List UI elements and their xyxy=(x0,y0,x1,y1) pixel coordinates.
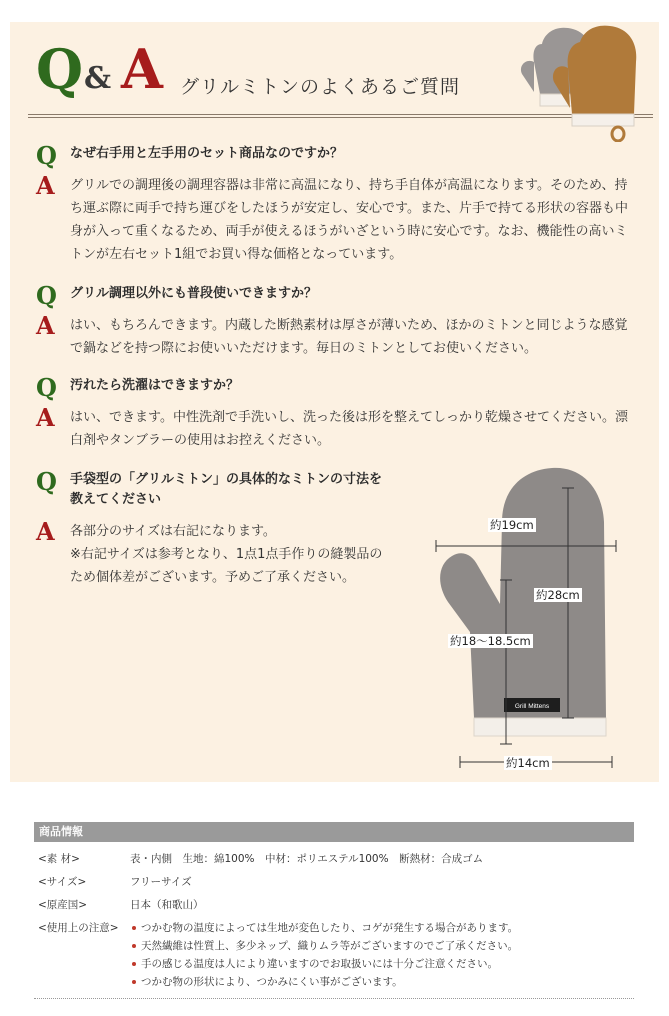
header-a-letter: A xyxy=(121,37,163,101)
answer-mark: A xyxy=(36,171,55,200)
answer-mark: A xyxy=(36,517,55,546)
header-q-letter: Q xyxy=(36,37,84,101)
caution-list xyxy=(130,920,634,990)
info-label: <原産国> xyxy=(38,899,88,911)
answer-text: 各部分のサイズは右記になります。 ※右記サイズは参考となり、1点1点手作りの縫製品のため個体差がございます。予めご了承ください。 xyxy=(70,524,383,585)
product-info-section xyxy=(34,822,634,999)
question-text: グリル調理以外にも普段使いできますか？ xyxy=(70,286,318,301)
answer-mark: A xyxy=(36,311,55,340)
faq-item-3 xyxy=(36,373,636,452)
question-mark: Q xyxy=(36,141,57,170)
faq-item-1 xyxy=(36,141,636,266)
info-divider xyxy=(34,998,634,999)
faq-item-4 xyxy=(36,467,388,589)
answer-text: グリルでの調理後の調理容器は非常に高温になり、持ち手自体が高温になります。そのため、持ち運ぶ際に両手で持ち運びをしたほうが安定し、安心です。また、片手で持てる形状の容器も中身が入って重くなるため、両手が使えるほうがいざという時に安心です。なお、機能性の高いミトンが左右セット1組でお買い得な価格となっています。 xyxy=(70,178,628,262)
info-row-material xyxy=(34,851,634,867)
caution-item: つかむ物の温度によっては生地が変色したり、コゲが発生する場合があります。 xyxy=(130,920,634,936)
faq-item-2 xyxy=(36,281,636,360)
info-label: <サイズ> xyxy=(38,876,87,888)
info-label: <素 材> xyxy=(38,853,80,865)
dimension-palm: 約18〜18.5cm xyxy=(450,634,531,648)
dimension-width-top: 約19cm xyxy=(490,518,534,532)
info-row-size xyxy=(34,874,634,890)
mitten-photo xyxy=(430,462,640,752)
question-mark: Q xyxy=(36,373,57,402)
question-mark: Q xyxy=(36,281,57,310)
header-ampersand: & xyxy=(84,61,112,96)
info-value: 表・内側 生地：綿100% 中材：ポリエステル100% 断熱材：合成ゴム xyxy=(130,853,484,865)
answer-text: はい、もちろんできます。内蔵した断熱素材は厚さが薄いため、ほかのミトンと同じような感覚で鍋などを持つ際にお使いいただけます。毎日のミトンとしてお使いください。 xyxy=(70,318,628,356)
mittens-illustration-icon xyxy=(510,22,655,142)
question-text: 手袋型の「グリルミトン」の具体的なミトンの寸法を教えてください xyxy=(70,472,383,507)
caution-item: 天然繊維は性質上、多少ネップ、織りムラ等がございますのでご了承ください。 xyxy=(130,938,634,954)
page-title: グリルミトンのよくあるご質問 xyxy=(180,76,461,98)
info-row-caution xyxy=(34,920,634,990)
info-row-origin xyxy=(34,897,634,913)
caution-item: 手の感じる温度は人により違いますのでお取扱いには十分ご注意ください。 xyxy=(130,956,634,972)
info-value: 日本（和歌山） xyxy=(130,899,204,911)
product-info-heading: 商品情報 xyxy=(34,822,634,842)
answer-text: はい、できます。中性洗剤で手洗いし、洗った後は形を整えてしっかり乾燥させてください。漂白剤やタンブラーの使用はお控えください。 xyxy=(70,410,628,448)
info-label: <使用上の注意> xyxy=(38,922,119,934)
question-text: なぜ右手用と左手用のセット商品なのですか？ xyxy=(70,146,344,161)
question-text: 汚れたら洗濯はできますか？ xyxy=(70,378,240,393)
qa-panel xyxy=(10,22,659,782)
dimension-height: 約28cm xyxy=(536,588,580,602)
info-value: フリーサイズ xyxy=(130,876,192,888)
product-tag: Grill Mittens xyxy=(514,703,550,710)
caution-item: つかむ物の形状により、つかみにくい事がございます。 xyxy=(130,974,634,990)
dimension-width-bottom: 約14cm xyxy=(506,756,550,770)
answer-mark: A xyxy=(36,403,55,432)
question-mark: Q xyxy=(36,467,57,496)
